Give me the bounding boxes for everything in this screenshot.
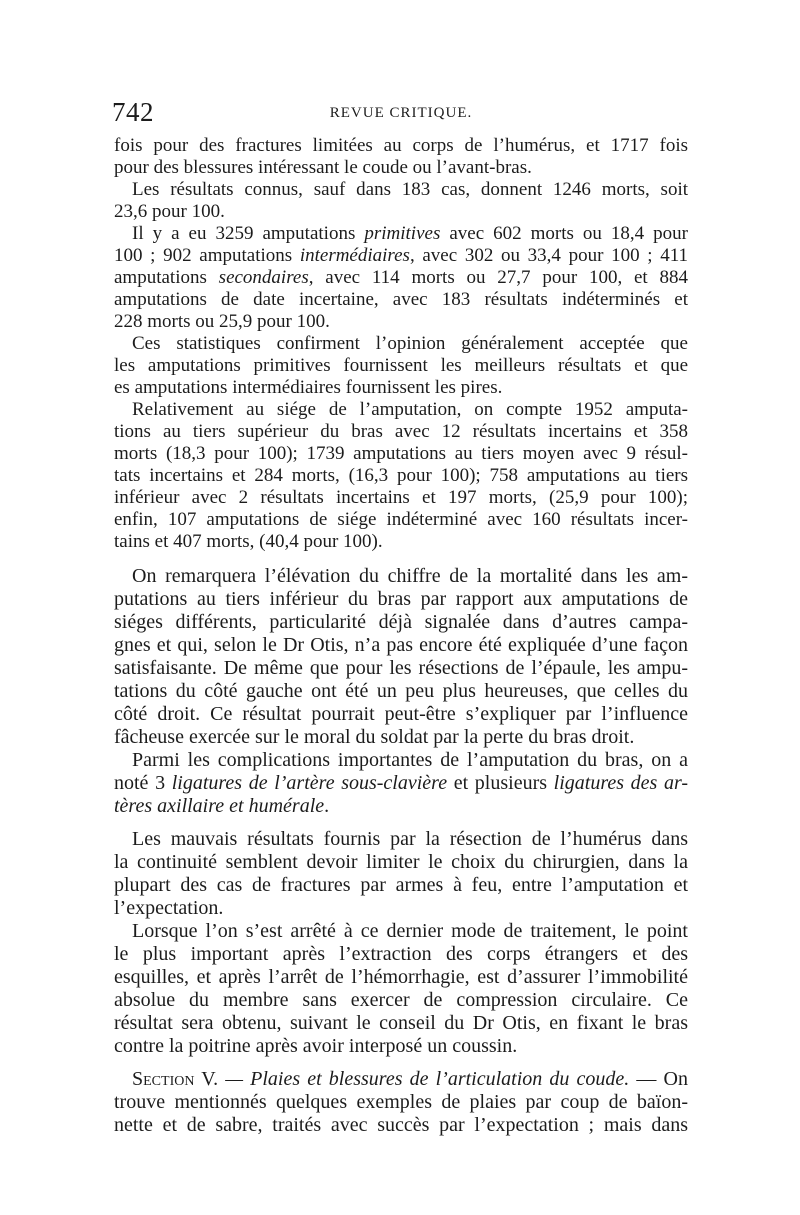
text-line: inférieur avec 2 résultats incertains et 197 morts, (25,9 pour 100);	[114, 487, 688, 508]
text-line: esquilles, et après l’arrêt de l’hémorrhagie, est d’assurer l’immobilité	[114, 966, 688, 988]
text-line: 23,6 pour 100.	[114, 201, 225, 222]
paragraph-gap	[114, 1058, 688, 1068]
text-line: noté 3 ligatures de l’artère sous-clavière et plusieurs ligatures des ar-	[114, 772, 688, 794]
paragraph-gap	[114, 818, 688, 828]
section-label: Section V.	[132, 1068, 219, 1090]
text-line: morts (18,3 pour 100); 1739 amputations au tiers moyen avec 9 résul-	[114, 443, 688, 464]
italic-term: Plaies et blessures de l’articulation du coude.	[250, 1068, 630, 1090]
italic-term: —	[218, 1068, 251, 1090]
text-line: Ces statistiques confirment l’opinion généralement acceptée que	[132, 333, 688, 354]
text-line: contre la poitrine après avoir interposé un coussin.	[114, 1035, 518, 1057]
text-line: 100 ; 902 amputations intermédiaires, avec 302 ou 33,4 pour 100 ; 411	[114, 245, 688, 266]
text-line: fâcheuse exercée sur le moral du soldat par la perte du bras droit.	[114, 726, 635, 748]
italic-term: tères axillaire et humérale	[114, 795, 325, 817]
text-line: les amputations primitives fournissent les meilleurs résultats et que	[114, 355, 688, 376]
italic-term: intermédiaires	[299, 245, 410, 266]
text-line: Les résultats connus, sauf dans 183 cas, donnent 1246 morts, soit	[132, 179, 688, 200]
text-line: pour des blessures intéressant le coude ou l’avant-bras.	[114, 157, 532, 178]
running-title: REVUE CRITIQUE.	[329, 105, 473, 121]
text-line: tains et 407 morts, (40,4 pour 100).	[114, 531, 383, 552]
text-line: la continuité semblent devoir limiter le choix du chirurgien, dans la	[114, 851, 688, 873]
text-block-statistics	[114, 135, 688, 553]
text-line: l’expectation.	[114, 897, 224, 919]
text-line: Les mauvais résultats fournis par la résection de l’humérus dans	[132, 828, 688, 850]
text-line: nette et de sabre, traités avec succès par l’expectation ; mais dans	[114, 1114, 688, 1136]
text-line: On remarquera l’élévation du chiffre de la mortalité dans les am-	[132, 565, 688, 587]
text-line: trouve mentionnés quelques exemples de plaies par coup de baïon-	[114, 1091, 688, 1113]
text-line: résultat sera obtenu, suivant le conseil du Dr Otis, en fixant le bras	[114, 1012, 688, 1034]
text-line: tères axillaire et humérale.	[114, 795, 330, 817]
text-line: fois pour des fractures limitées au corps de l’humérus, et 1717 fois	[114, 135, 688, 156]
text-line: absolue du membre sans exercer de compression circulaire. Ce	[114, 989, 688, 1011]
italic-term: ligatures de l’artère sous-clavière	[171, 772, 448, 794]
text-line: tats incertains et 284 morts, (16,3 pour 100); 758 amputations au tiers	[114, 465, 688, 486]
text-line: Il y a eu 3259 amputations primitives avec 602 morts ou 18,4 pour	[132, 223, 688, 244]
text-line: Parmi les complications importantes de l’amputation du bras, on a	[132, 749, 688, 771]
text-line: Lorsque l’on s’est arrêté à ce dernier mode de traitement, le point	[132, 920, 688, 942]
text-line: es amputations intermédiaires fournissent les pires.	[114, 377, 503, 398]
italic-term: primitives	[364, 223, 441, 244]
page-header	[112, 97, 690, 127]
text-line: satisfaisante. De même que pour les résections de l’épaule, les ampu-	[114, 657, 688, 679]
text-line: Relativement au siége de l’amputation, on compte 1952 amputa-	[132, 399, 688, 420]
text-block-commentary	[114, 565, 688, 1137]
italic-term: secondaires	[218, 267, 309, 288]
text-line: le plus important après l’extraction des corps étrangers et des	[114, 943, 688, 965]
text-line: plupart des cas de fractures par armes à feu, entre l’amputation et	[114, 874, 688, 896]
text-line: enfin, 107 amputations de siége indéterminé avec 160 résultats incer-	[114, 509, 688, 530]
text-line: 228 morts ou 25,9 pour 100.	[114, 311, 330, 332]
italic-term: ligatures des ar-	[553, 772, 688, 794]
text-line: siéges différents, particularité déjà signalée dans d’autres campa-	[114, 611, 688, 633]
text-line: gnes et qui, selon le Dr Otis, n’a pas encore été expliquée d’une façon	[114, 634, 688, 656]
text-line: amputations de date incertaine, avec 183 résultats indéterminés et	[114, 289, 688, 310]
text-line: côté droit. Ce résultat pourrait peut-être s’expliquer par l’influence	[114, 703, 688, 725]
text-line: amputations secondaires, avec 114 morts ou 27,7 pour 100, et 884	[114, 267, 688, 288]
text-line: tions au tiers supérieur du bras avec 12 résultats incertains et 358	[114, 421, 688, 442]
text-line: putations au tiers inférieur du bras par rapport aux amputations de	[114, 588, 688, 610]
text-line: tations du côté gauche ont été un peu plus heureuses, que celles du	[114, 680, 688, 702]
page-number: 742	[112, 97, 154, 127]
text-line: Section V. — Plaies et blessures de l’articulation du coude. — On	[132, 1068, 688, 1090]
